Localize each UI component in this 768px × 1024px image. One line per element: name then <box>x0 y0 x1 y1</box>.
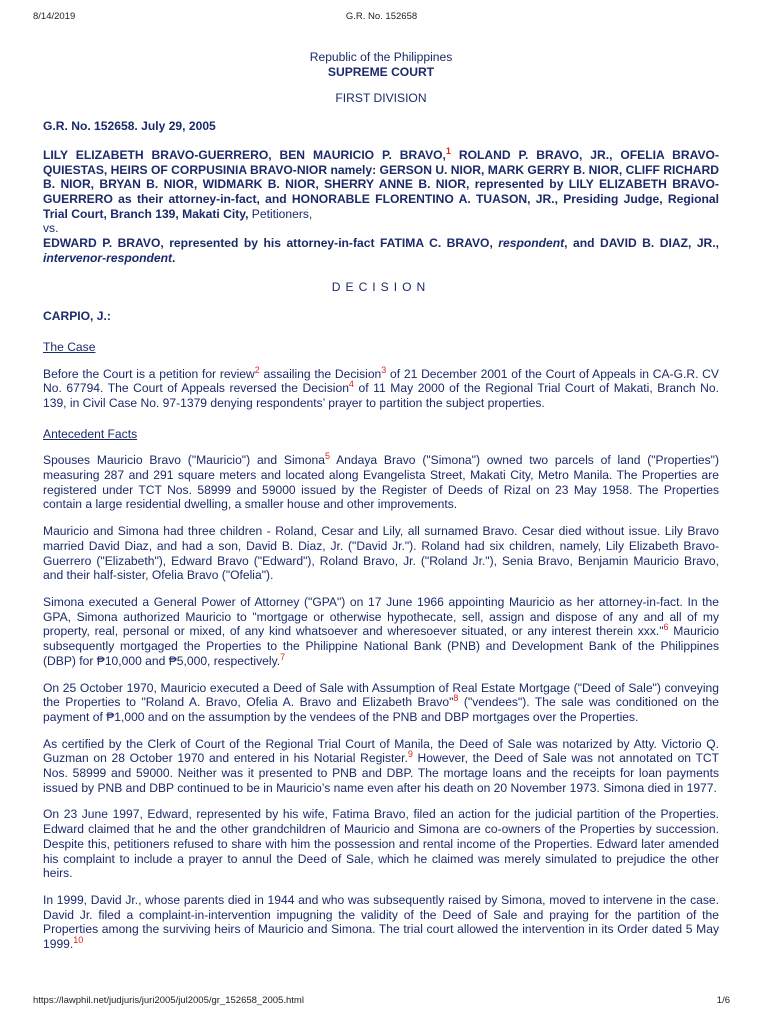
decision-title: DECISION <box>331 280 431 295</box>
paragraph-text: of 21 December 2001 of the Court of Appeals in CA-G.R. CV No. 67794. The Court of Appeals reversed the Decision <box>43 366 719 396</box>
petitioners-text: ROLAND P. BRAVO, JR., OFELIA BRAVO-QUIESTAS, HEIRS OF CORPUSINIA BRAVO-NIOR namely: GERSON U. NIOR, MARK GERRY B. NIOR, CLIFF RICHARD B. NIOR, BRYAN B. NIOR, WIDMARK B. NIOR, SHERRY ANNE B. NIOR, represented by LILY ELIZABETH BRAVO-GUERRERO as their attorney-in-fact, and HONORABLE FLORENTINO A. TUASON, JR., Presiding Judge, Regional Trial Court, Branch 139, Makati City, <box>43 147 719 221</box>
respondent-text: , and DAVID B. DIAZ, JR., <box>564 236 719 251</box>
paragraph-text: ("vendees"). The sale was conditioned on the payment of ₱1,000 and on the assumption by the vendees of the PNB and DBP mortgages over the Properties. <box>43 695 719 724</box>
court-name: SUPREME COURT <box>327 64 435 79</box>
paragraph-text: Before the Court is a petition for review <box>43 366 255 381</box>
section-heading-facts: Antecedent Facts <box>43 426 138 441</box>
print-header <box>33 11 730 25</box>
paragraph-text: Spouses Mauricio Bravo ("Mauricio") and Simona <box>43 453 325 468</box>
ponente: CARPIO, J.: <box>43 309 111 324</box>
footnote-ref[interactable]: 7 <box>280 651 286 662</box>
footnote-ref[interactable]: 4 <box>348 379 354 390</box>
paragraph-text: of 11 May 2000 of the Regional Trial Court of Makati, Branch No. 139, in Civil Case No. 97-1379 denying respondents’ prayer to partition the subject properties. <box>43 381 719 410</box>
paragraph-text: In 1999, David Jr., whose parents died in 1944 and who was subsequently raised by Simona, moved to intervene in the case. David Jr. filed a complaint-in-intervention impugning the validity of the Deed of Sale and praying for the partition of the Properties among the surviving heirs of Mauricio and Simona. The trial court allowed the intervention in its Order dated 5 May 1999. <box>43 892 719 952</box>
print-date: 8/14/2019 <box>33 11 76 22</box>
paragraph-text: Simona executed a General Power of Attorney ("GPA") on 17 June 1966 appointing Mauricio as her attorney-in-fact. In the GPA, Simona authorized Mauricio to "mortgage or otherwise hypothecate, sell, assign and dispose of any and all of my property, real, personal or mixed, of any kind whatsoever and wheresoever situated, or any interest therein xxx." <box>43 594 719 639</box>
petitioners-block <box>43 145 719 222</box>
paragraph <box>43 453 719 512</box>
footnote-ref[interactable]: 9 <box>407 749 413 760</box>
section-heading-case: The Case <box>43 339 96 354</box>
respondent-label: respondent <box>498 236 565 251</box>
paragraph-text: As certified by the Clerk of Court of the Regional Trial Court of Manila, the Deed of Sale was notarized by Atty. Victorio Q. Guzman on 28 October 1970 and entered in his Notarial Register. <box>43 736 719 766</box>
paragraph <box>43 737 719 796</box>
paragraph <box>43 681 719 725</box>
paragraph-text: Mauricio subsequently mortgaged the Properties to the Philippine National Bank (PNB) and Development Bank of the Philippines (DBP) for ₱10,000 and ₱5,000, respectively. <box>43 624 719 668</box>
paragraph: On 23 June 1997, Edward, represented by his wife, Fatima Bravo, filed an action for the judicial partition of the Properties. Edward claimed that he and the other grandchildren of Mauricio and Simona are co-owners of the Properties by succession. Despite this, petitioners refused to share with him the possession and rental income of the Properties. Edward later amended his complaint to include a prayer to annul the Deed of Sale, which he claimed was merely simulated to prejudice the other heirs. <box>43 807 719 881</box>
intervenor-label: intervenor-respondent <box>43 250 173 265</box>
petitioners-label: Petitioners, <box>248 206 313 221</box>
footnote-ref[interactable]: 3 <box>381 364 387 375</box>
case-number: G.R. No. 152658. July 29, 2005 <box>43 119 216 134</box>
respondent-end: . <box>172 250 176 265</box>
paragraph <box>43 893 719 952</box>
print-footer <box>33 995 730 1009</box>
caption <box>43 50 719 106</box>
versus: vs. <box>43 221 59 236</box>
footnote-ref[interactable]: 8 <box>453 693 459 704</box>
page-number: 1/6 <box>716 995 730 1006</box>
footnote-ref[interactable]: 2 <box>254 364 260 375</box>
print-title: G.R. No. 152658 <box>345 11 418 22</box>
footnote-ref[interactable]: 5 <box>324 451 330 462</box>
paragraph-text: On 25 October 1970, Mauricio executed a Deed of Sale with Assumption of Real Estate Mortgage ("Deed of Sale") conveying the Properties to "Roland A. Bravo, Ofelia A. Bravo and Elizabeth Bravo" <box>43 680 719 710</box>
respondents-block <box>43 236 719 265</box>
paragraph <box>43 364 719 411</box>
paragraph-text: Andaya Bravo ("Simona") owned two parcels of land ("Properties") measuring 287 and 291 square meters and located along Evangelista Street, Makati City, Metro Manila. The Properties are registered under TCT Nos. 58999 and 59000 issued by the Register of Deeds of Rizal on 23 May 1958. The Properties contain a large residential dwelling, a smaller house and other improvements. <box>43 453 719 512</box>
footnote-ref[interactable]: 6 <box>663 622 669 633</box>
footnote-ref[interactable]: 10 <box>73 935 84 946</box>
source-url[interactable]: https://lawphil.net/judjuris/juri2005/jul2005/gr_152658_2005.html <box>33 995 304 1006</box>
paragraph <box>43 595 719 669</box>
respondent-text: EDWARD P. BRAVO, represented by his attorney-in-fact FATIMA C. BRAVO, <box>43 236 499 251</box>
division-name: FIRST DIVISION <box>335 91 427 106</box>
petitioners-text: LILY ELIZABETH BRAVO-GUERRERO, BEN MAURICIO P. BRAVO, <box>43 147 446 162</box>
paragraph-text: assailing the Decision <box>259 366 382 381</box>
republic-line: Republic of the Philippines <box>309 50 453 64</box>
paragraph-text: However, the Deed of Sale was not annotated on TCT Nos. 58999 and 59000. Neither was it presented to PNB and DBP. The mortage loans and the receipts for loan payments issued by PNB and DBP continued to be in Mauricio’s name even after his death on 20 November 1973. Simona died in 1977. <box>43 751 719 795</box>
footnote-ref[interactable]: 1 <box>445 145 451 156</box>
document-body <box>43 50 719 952</box>
paragraph: Mauricio and Simona had three children - Roland, Cesar and Lily, all surnamed Bravo. Cesar died without issue. Lily Bravo married David Diaz, and had a son, David B. Diaz, Jr. ("David Jr."). Roland had six children, namely, Lily Elizabeth Bravo-Guerrero ("Elizabeth"), Edward Bravo ("Edward"), Roland Bravo, Jr. ("Roland Jr."), Senia Bravo, Benjamin Mauricio Bravo, and their half-sister, Ofelia Bravo ("Ofelia"). <box>43 524 719 583</box>
